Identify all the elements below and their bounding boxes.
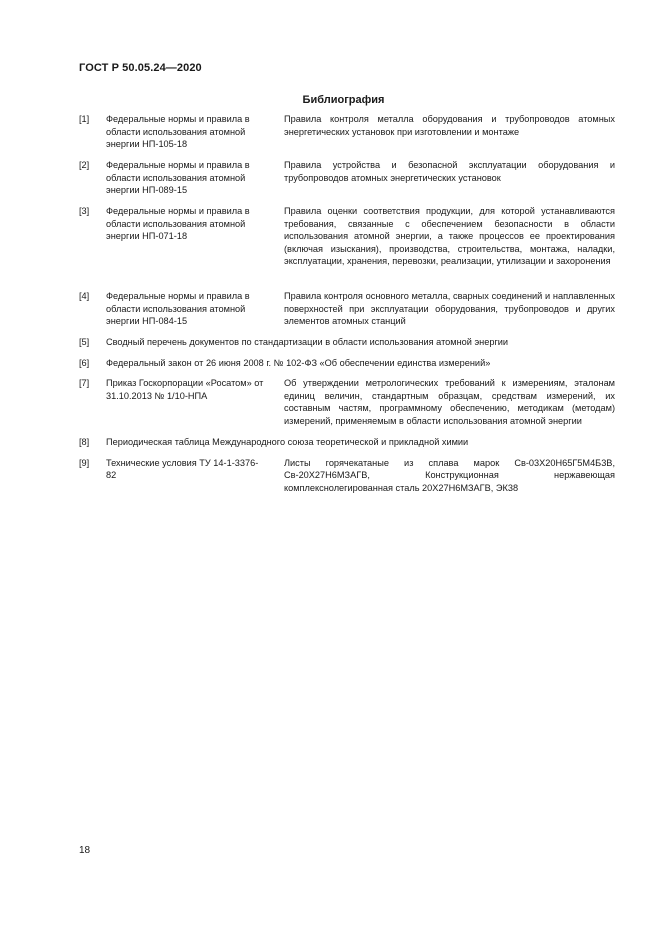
bibliography-entry	[79, 357, 615, 370]
bibliography-entry	[79, 205, 615, 282]
entry-number: [1]	[79, 114, 90, 124]
entry-text: Периодическая таблица Международного союза теоретической и прикладной химии	[106, 437, 469, 448]
entry-number: [3]	[79, 206, 90, 216]
entry-text: Сводный перечень документов по стандартизации в области использования атомной энергии	[106, 337, 509, 347]
entry-description: Листы горячекатаные из сплава марок Св-03Х20Н65Г5М4Б3В, Св-20Х27Н6МЗАГВ, Конструкционная нержавеющая комплекснолегированная сталь 20Х27Н6МЗАГВ, ЭК38	[284, 457, 615, 493]
bibliography-entry	[79, 290, 615, 328]
entry-text: Федеральный закон от 26 июня 2008 г. № 102-ФЗ «Об обеспечении единства измерений»	[106, 357, 491, 368]
entry-description: Правила контроля металла оборудования и трубопроводов атомных энергетических установок при изготовлении и монтаже	[284, 114, 615, 137]
entry-source: Федеральные нормы и правила в области использования атомной энергии НП-105-18	[106, 114, 250, 150]
entry-description: Правила оценки соответствия продукции, для которой устанавливаются требования, связанные с обеспечением безопасности в области использования атомной энергии, а также процессов ее проектирования (включая изыскания), производства, строительства, монтажа, наладки, эксплуатации, хранения, перевозки, реализации, утилизации и захоронения	[284, 206, 615, 267]
entry-number: [2]	[79, 160, 90, 170]
entry-description: Правила контроля основного металла, сварных соединений и наплавленных поверхностей при эксплуатации оборудования, трубопроводов и других элементов атомных станций	[284, 291, 615, 327]
entry-source: Федеральные нормы и правила в области использования атомной энергии НП-089-15	[106, 160, 250, 196]
bibliography-entry	[79, 457, 615, 495]
entry-source: Федеральные нормы и правила в области использования атомной энергии НП-071-18	[106, 206, 250, 242]
entry-number: [6]	[79, 357, 90, 368]
bibliography-list	[79, 113, 615, 503]
bibliography-title: Библиография	[302, 94, 385, 106]
page-number: 18	[79, 845, 91, 856]
bibliography-entry	[79, 336, 615, 349]
bibliography-entry	[79, 159, 615, 197]
entry-number: [9]	[79, 457, 90, 468]
entry-number: [8]	[79, 437, 90, 448]
document-code: ГОСТ Р 50.05.24—2020	[79, 62, 202, 74]
entry-description: Об утверждении метрологических требований к измерениям, эталонам единиц величин, стандартным образцам, средствам измерений, их составным частям, программному обеспечению, методикам (методам) измерений, применяемым в области использования атомной энергии	[284, 378, 615, 426]
bibliography-entry	[79, 436, 615, 449]
entry-number: [5]	[79, 337, 90, 347]
bibliography-entry	[79, 377, 615, 428]
bibliography-entry	[79, 113, 615, 151]
entry-number: [4]	[79, 291, 90, 301]
entry-number: [7]	[79, 378, 90, 389]
entry-source: Технические условия ТУ 14-1-3376-82	[106, 457, 259, 481]
entry-description: Правила устройства и безопасной эксплуатации оборудования и трубопроводов атомных энергетических установок	[284, 160, 615, 183]
entry-source: Федеральные нормы и правила в области использования атомной энергии НП-084-15	[106, 291, 250, 327]
entry-source: Приказ Госкорпорации «Росатом» от 31.10.2013 № 1/10-НПА	[106, 378, 264, 401]
